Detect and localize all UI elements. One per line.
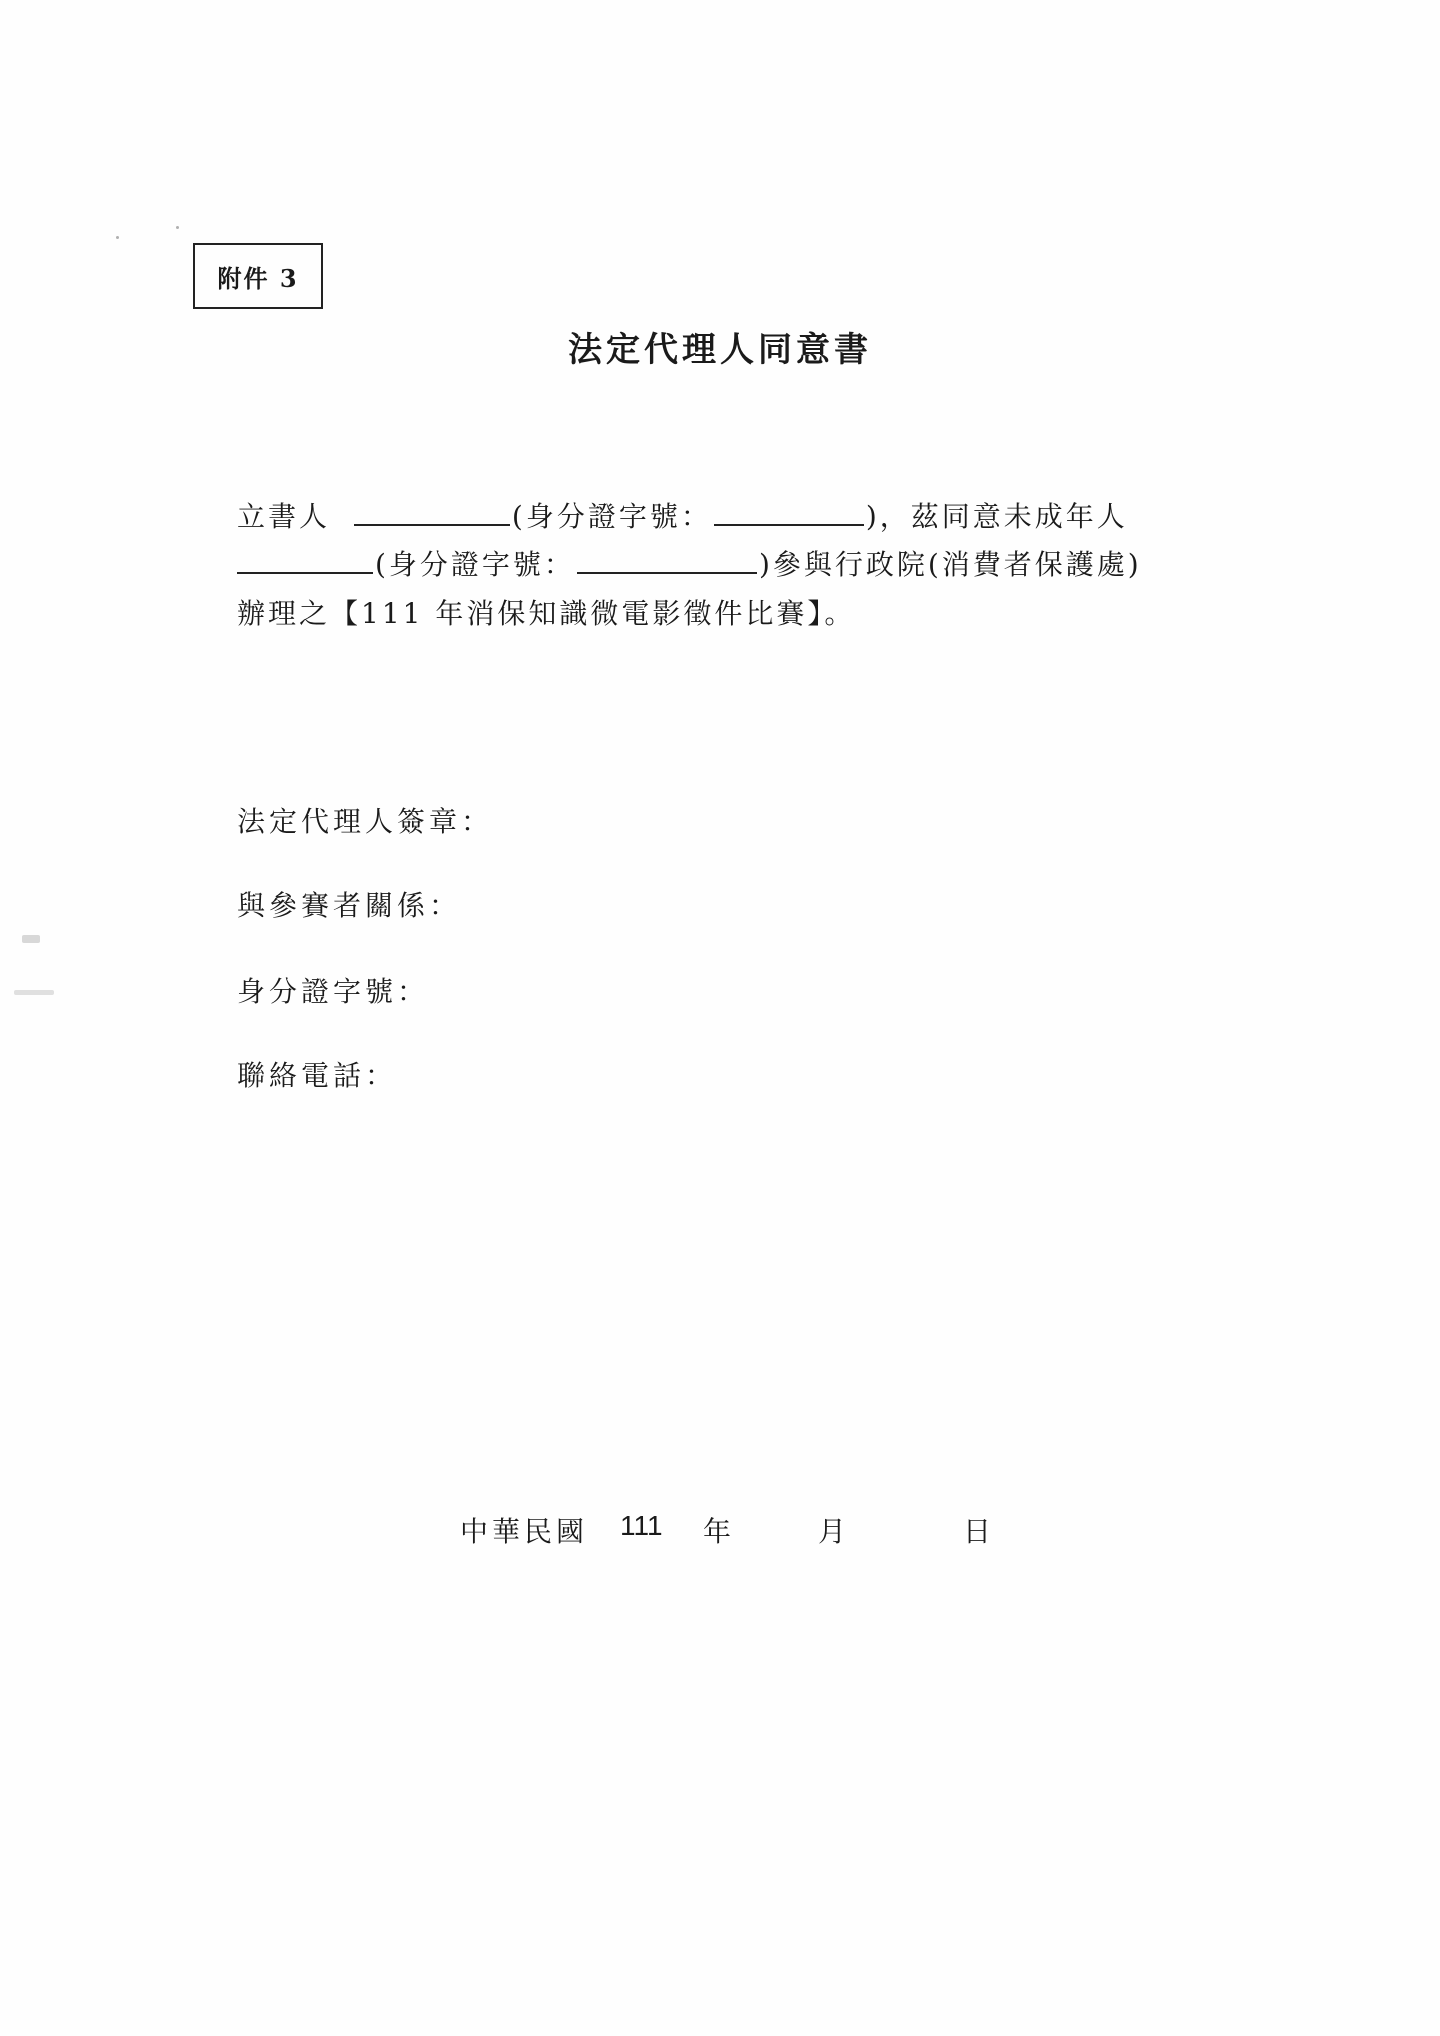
scan-speck [176, 226, 179, 229]
scan-speck [22, 935, 40, 943]
paragraph-line2-mid: (身分證字號： [375, 548, 575, 581]
date-year-unit: 年 [703, 1515, 732, 1548]
date-day-unit: 日 [963, 1515, 992, 1548]
scan-speck [14, 990, 54, 995]
paragraph-line-2 [237, 544, 1142, 585]
paragraph-line-3: 辦理之【111 年消保知識微電影徵件比賽】。 [237, 597, 856, 630]
phone-field-label: 聯絡電話： [237, 1059, 398, 1092]
date-month-unit: 月 [818, 1515, 847, 1548]
paragraph-line-1 [237, 496, 1128, 537]
signature-field-label: 法定代理人簽章： [237, 805, 494, 838]
id-number-field-label: 身分證字號： [237, 975, 430, 1008]
date-year: 111 [620, 1510, 663, 1541]
paragraph-line1-prefix: 立書人 [237, 500, 331, 533]
attachment-label [193, 243, 323, 309]
guardian-id-blank[interactable] [714, 496, 864, 526]
minor-id-blank[interactable] [577, 544, 757, 574]
paragraph-line1-mid: (身分證字號： [511, 500, 712, 533]
attachment-label-text: 附件 3 [217, 263, 299, 293]
guardian-name-blank[interactable] [354, 496, 510, 526]
paragraph-line2-suffix: )參與行政院(消費者保護處) [758, 548, 1142, 581]
relationship-field-label: 與參賽者關係： [237, 889, 462, 922]
scan-speck [116, 236, 119, 239]
paragraph-line1-suffix: )，茲同意未成年人 [865, 500, 1128, 533]
document-title: 法定代理人同意書 [568, 330, 872, 370]
minor-name-blank[interactable] [237, 544, 373, 574]
date-era: 中華民國 [460, 1515, 589, 1548]
